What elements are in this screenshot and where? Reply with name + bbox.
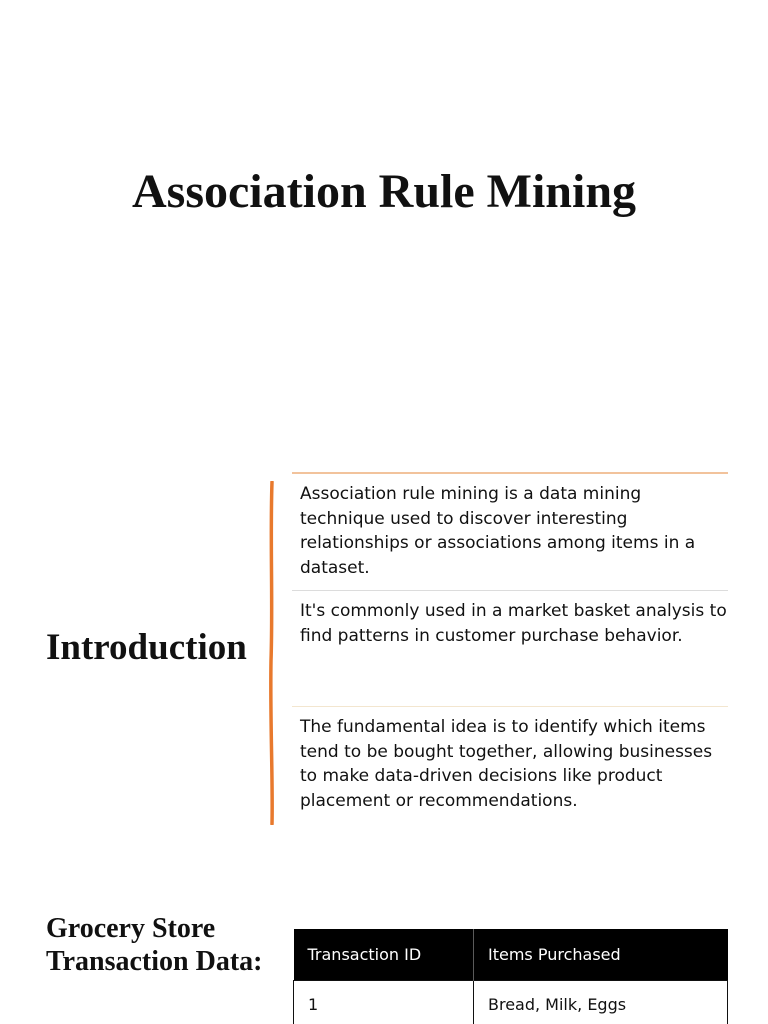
table-cell: 1 [294,980,474,1024]
table-cell: Bread, Milk, Eggs [474,980,728,1024]
grocery-data-heading: Grocery Store Transaction Data: [46,913,263,977]
introduction-points [292,472,728,816]
accent-bracket-line [268,481,276,825]
introduction-heading: Introduction [46,627,247,668]
transactions-table [293,929,728,1024]
column-header-transaction-id: Transaction ID [294,929,474,980]
introduction-point: The fundamental idea is to identify which items tend to be bought together, allowing businesses to make data-driven decisions like product placement or recommendations. [292,706,728,816]
accent-bracket-stroke [271,482,272,824]
column-header-items-purchased: Items Purchased [474,929,728,980]
table-header-row [294,929,728,980]
introduction-point: It's commonly used in a market basket analysis to find patterns in customer purchase behavior. [292,590,728,706]
table-row [294,980,728,1024]
page-title: Association Rule Mining [131,165,637,218]
introduction-point: Association rule mining is a data mining technique used to discover interesting relationships or associations among items in a dataset. [292,472,728,590]
